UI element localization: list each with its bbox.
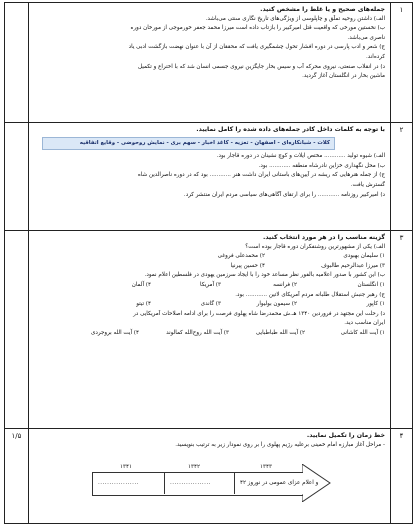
question-content [31, 429, 388, 523]
text-line: د) امیرکبیر روزنامه ............ را برای ارتقای آگاهی‌های سیاسی مردم ایران منتشر کرد. [183, 191, 385, 198]
question-number: ۳ [390, 231, 412, 428]
question-title: جمله‌های صحیح و یا غلط را مشخص کنید. [260, 6, 385, 13]
option[interactable]: ۳) میرزا عبدالرحیم طالبوف [321, 262, 385, 269]
text-line: الف) شیوه تولید ............ مختص ایلات و کوچ نشینان در دوره قاجار بود. [216, 153, 385, 160]
question-title: خط زمان را تکمیل نمایید. [306, 432, 385, 439]
text-line: ناصری می‌باشد. [347, 34, 385, 41]
text-line: کرده‌اند. [366, 53, 385, 60]
question-stem: ج) رهبر جنبش استقلال طلبانه مردم آمریکای لاتین ............ بود. [235, 291, 385, 298]
text-line: ب) نخستین مورخی که واقعیت قتل امیرکبیر را بازتاب داده است میرزا محمد جعفر خورموجی از مورخان دوره [130, 25, 385, 32]
option[interactable]: ۲) آیت الله طباطبایی [255, 329, 305, 336]
question-stem: الف) یکی از مشهورترین روشنفکران دوره قاجار بوده است؟ [245, 243, 385, 250]
text-line: ج) شعر و ادب پارسی در دوره افشار تحول چشمگیری یافت که محققان از آن با عنوان نهضت بازگشت ادبی یاد [128, 44, 385, 51]
question-title: گزینه مناسب را در هر مورد انتخاب کنید. [263, 234, 385, 241]
question-stem: ب) این کشور با صدور اعلامیه بالفور نظر مساعد خود را با ایجاد سرزمین یهودی در فلسطین اعلام نمود. [144, 272, 385, 279]
option[interactable]: ۴) آلمان [131, 281, 151, 288]
options-row [34, 300, 385, 310]
question-content [31, 3, 388, 122]
timeline-year: ۱۳۴۱ [120, 464, 133, 471]
option[interactable]: ۱) کاپور [366, 301, 385, 308]
option[interactable]: ۳) آمریکا [200, 281, 221, 288]
timeline-event: و اعلام عزای عمومی در نوروز ۴۲ [240, 480, 319, 487]
question-2 [5, 123, 412, 231]
options-row [34, 281, 385, 291]
option[interactable]: ۳) گاندی [200, 301, 221, 308]
option[interactable]: ۱) انگلستان [357, 281, 385, 288]
timeline-divider [164, 472, 165, 494]
options-row [34, 329, 385, 339]
option[interactable]: ۴) آیت الله بروجردی [90, 329, 139, 336]
word-bank: کلات - شبانکاره‌ای - اصفهان - تعزیه - کاغذ اخبار - سهم بری - نمایش روحوضی - وقایع اتفاقیه [42, 137, 335, 151]
question-content [31, 123, 388, 230]
question-content [31, 231, 388, 428]
option[interactable]: ۲) سیمون بولیوار [256, 301, 297, 308]
question-number: ۲ [390, 123, 412, 230]
timeline-blank[interactable]: .................. [98, 480, 140, 487]
text-line: الف) داشتن روحیه تملّق و چاپلوسی از ویژگی‌های تاریخ نگاری سنتی می‌باشد. [205, 15, 385, 22]
option[interactable]: ۲) محمدعلی فروغی [217, 253, 265, 260]
question-1 [5, 3, 412, 123]
timeline-year: ۱۳۴۳ [260, 464, 273, 471]
question-4 [5, 429, 412, 523]
text-line: ب) محل نگهداری خزاین نادرشاه منطقه ............ بود. [258, 162, 385, 169]
question-stem: د) رحلت این مجتهد در فروردین ۱۳۴۰ هـ.ش محمدرضا شاه پهلوی فرصت را برای ادامه اصلاحات آمریکایی در [133, 310, 385, 317]
question-title: با توجه به کلمات داخل کادر جمله‌های داده شده را کامل نمایید. [196, 126, 385, 133]
option[interactable]: ۱) سلیمان بهبودی [343, 253, 385, 260]
text-line: د) در انقلاب صنعتی، نیروی محرکه آب و سیس بخار جایگزین نیروی جسمی انسان شد که با اختراع و تکمیل [138, 63, 385, 70]
question-number: ۴ [390, 429, 412, 523]
question-number: ۱ [390, 3, 412, 122]
timeline-divider [234, 472, 235, 494]
timeline-year: ۱۳۴۲ [188, 464, 201, 471]
option[interactable]: ۲) فرانسه [273, 281, 297, 288]
score-cell [5, 231, 29, 428]
timeline [34, 454, 385, 516]
options-row [34, 262, 385, 272]
option[interactable]: ۴) تیتو [136, 301, 151, 308]
text-line: ماشین بخار در انگلستان آغاز گردید. [302, 73, 385, 80]
option[interactable]: ۴) حسین پیرنیا [230, 262, 265, 269]
score-cell [5, 3, 29, 122]
question-stem: ایران مناسب دید. [344, 320, 385, 327]
text-line: گسترش یافت. [350, 181, 385, 188]
score-cell: ۱/۵ [5, 429, 29, 523]
question-subtitle: - مراحل آغاز مبارزه امام خمینی برعلیه رژیم پهلوی را بر روی نمودار زیر به ترتیب بنویسید. [175, 441, 385, 448]
text-line: ج) از جمله هنرهایی که ریشه در آیین‌های باستانی ایران داشت هنر ............ بود که در دوره ناصرالدین شاه [137, 172, 385, 179]
timeline-blank[interactable]: .................. [170, 480, 212, 487]
exam-sheet [4, 2, 413, 524]
options-row [34, 252, 385, 262]
question-3 [5, 231, 412, 429]
option[interactable]: ۱) آیت الله کاشانی [340, 329, 385, 336]
score-cell [5, 123, 29, 230]
option[interactable]: ۳) آیت الله روح‌الله کمالوند [166, 329, 229, 336]
